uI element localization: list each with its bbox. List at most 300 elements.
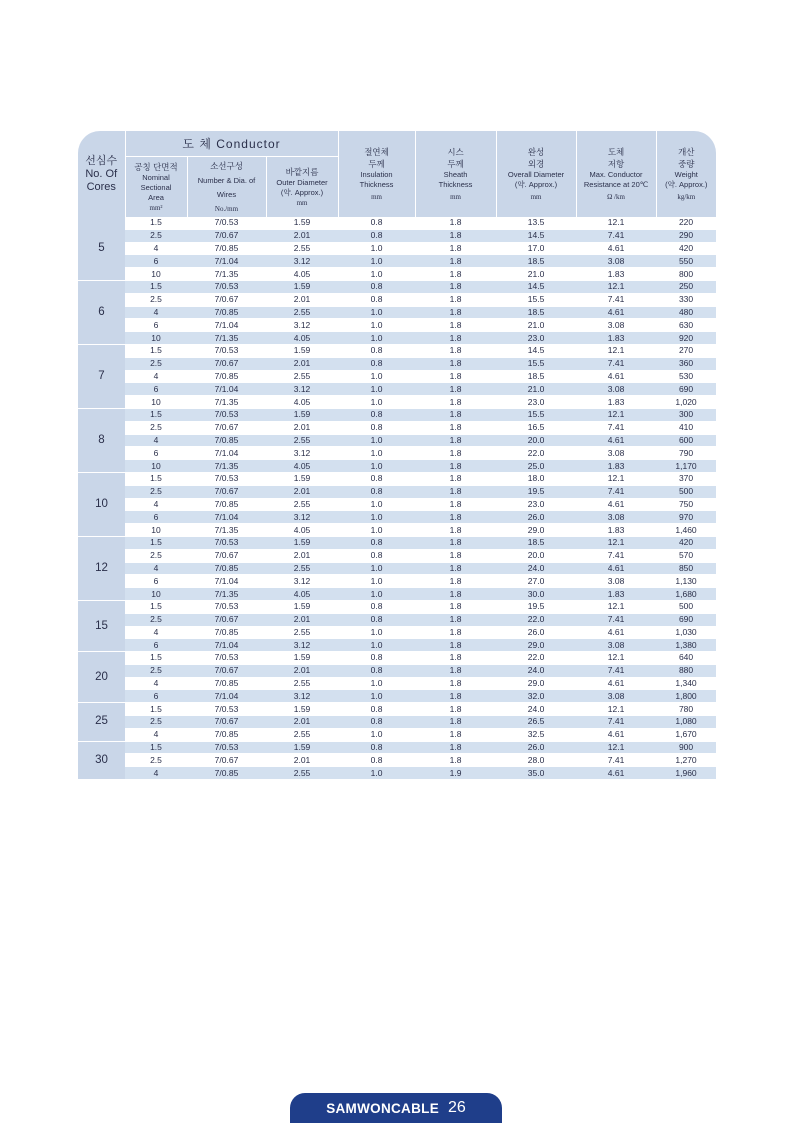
wires-cell: 7/1.04 — [187, 575, 266, 588]
area-cell: 1.5 — [125, 280, 187, 293]
header-sheath — [415, 131, 496, 217]
sheath-cell: 1.8 — [415, 575, 496, 588]
table-row — [78, 511, 716, 524]
outer-diameter-cell: 2.55 — [266, 767, 338, 780]
sheath-cell: 1.8 — [415, 280, 496, 293]
wires-cell: 7/0.67 — [187, 421, 266, 434]
table-row — [78, 626, 716, 639]
resistance-cell: 1.83 — [576, 332, 656, 345]
resistance-cell: 1.83 — [576, 460, 656, 473]
insulation-cell: 0.8 — [338, 716, 415, 729]
overall-diameter-cell: 18.5 — [496, 370, 576, 383]
header-weight-ko2: 중량 — [678, 159, 695, 169]
weight-cell: 970 — [656, 511, 716, 524]
table-row — [78, 306, 716, 319]
area-cell: 2.5 — [125, 421, 187, 434]
table-row — [78, 280, 716, 293]
table-row — [78, 652, 716, 665]
insulation-cell: 1.0 — [338, 728, 415, 741]
wires-cell: 7/0.53 — [187, 280, 266, 293]
wires-cell: 7/0.53 — [187, 344, 266, 357]
overall-diameter-cell: 26.0 — [496, 741, 576, 754]
resistance-cell: 3.08 — [576, 319, 656, 332]
sheath-cell: 1.8 — [415, 229, 496, 242]
insulation-cell: 0.8 — [338, 536, 415, 549]
overall-diameter-cell: 20.0 — [496, 434, 576, 447]
cores-cell: 8 — [78, 408, 125, 472]
resistance-cell: 7.41 — [576, 664, 656, 677]
outer-diameter-cell: 1.59 — [266, 536, 338, 549]
insulation-cell: 1.0 — [338, 562, 415, 575]
resistance-cell: 1.83 — [576, 396, 656, 409]
resistance-cell: 12.1 — [576, 280, 656, 293]
area-cell: 2.5 — [125, 664, 187, 677]
sheath-cell: 1.8 — [415, 498, 496, 511]
insulation-cell: 1.0 — [338, 498, 415, 511]
outer-diameter-cell: 2.01 — [266, 485, 338, 498]
insulation-cell: 0.8 — [338, 280, 415, 293]
area-cell: 1.5 — [125, 217, 187, 229]
sheath-cell: 1.8 — [415, 217, 496, 229]
outer-diameter-cell: 1.59 — [266, 280, 338, 293]
weight-cell: 480 — [656, 306, 716, 319]
insulation-cell: 0.8 — [338, 664, 415, 677]
area-cell: 6 — [125, 575, 187, 588]
outer-diameter-cell: 4.05 — [266, 268, 338, 281]
area-cell: 2.5 — [125, 293, 187, 306]
table-row — [78, 690, 716, 703]
cores-cell: 12 — [78, 536, 125, 600]
table-row — [78, 242, 716, 255]
weight-cell: 1,460 — [656, 524, 716, 537]
outer-diameter-cell: 3.12 — [266, 447, 338, 460]
outer-diameter-cell: 2.01 — [266, 754, 338, 767]
header-overall-ko2: 외경 — [527, 159, 545, 169]
insulation-cell: 0.8 — [338, 652, 415, 665]
weight-cell: 1,960 — [656, 767, 716, 780]
area-cell: 1.5 — [125, 472, 187, 485]
header-weight — [656, 131, 716, 217]
header-resistance-unit: Ω /km — [607, 193, 625, 201]
header-insulation — [338, 131, 415, 217]
header-outer-diameter — [266, 157, 338, 218]
area-cell: 10 — [125, 332, 187, 345]
header-resistance-ko1: 도체 — [607, 147, 625, 157]
outer-diameter-cell: 3.12 — [266, 319, 338, 332]
wires-cell: 7/0.67 — [187, 664, 266, 677]
table-row — [78, 716, 716, 729]
outer-diameter-cell: 2.01 — [266, 716, 338, 729]
weight-cell: 500 — [656, 485, 716, 498]
header-cores — [78, 131, 125, 217]
area-cell: 4 — [125, 767, 187, 780]
resistance-cell: 3.08 — [576, 447, 656, 460]
header-weight-ko1: 개산 — [678, 147, 695, 157]
resistance-cell: 4.61 — [576, 434, 656, 447]
outer-diameter-cell: 1.59 — [266, 217, 338, 229]
table-row — [78, 741, 716, 754]
outer-diameter-cell: 1.59 — [266, 472, 338, 485]
insulation-cell: 0.8 — [338, 549, 415, 562]
sheath-cell: 1.8 — [415, 549, 496, 562]
wires-cell: 7/0.53 — [187, 600, 266, 613]
table-row — [78, 396, 716, 409]
overall-diameter-cell: 29.0 — [496, 677, 576, 690]
outer-diameter-cell: 4.05 — [266, 460, 338, 473]
outer-diameter-cell: 3.12 — [266, 690, 338, 703]
weight-cell: 1,270 — [656, 754, 716, 767]
area-cell: 10 — [125, 588, 187, 601]
overall-diameter-cell: 13.5 — [496, 217, 576, 229]
sheath-cell: 1.8 — [415, 664, 496, 677]
overall-diameter-cell: 20.0 — [496, 549, 576, 562]
overall-diameter-cell: 24.0 — [496, 664, 576, 677]
resistance-cell: 12.1 — [576, 741, 656, 754]
weight-cell: 410 — [656, 421, 716, 434]
wires-cell: 7/0.85 — [187, 370, 266, 383]
insulation-cell: 0.8 — [338, 421, 415, 434]
cores-cell: 5 — [78, 217, 125, 280]
weight-cell: 300 — [656, 408, 716, 421]
outer-diameter-cell: 3.12 — [266, 639, 338, 652]
resistance-cell: 4.61 — [576, 562, 656, 575]
table-row — [78, 383, 716, 396]
weight-cell: 250 — [656, 280, 716, 293]
wires-cell: 7/0.53 — [187, 741, 266, 754]
wires-cell: 7/1.35 — [187, 588, 266, 601]
cores-cell: 25 — [78, 703, 125, 741]
header-resistance-en2: Resistance at 20℃ — [583, 180, 649, 189]
sheath-cell: 1.8 — [415, 600, 496, 613]
header-wires-en: Number & Dia. of Wires — [197, 176, 256, 199]
wires-cell: 7/0.85 — [187, 767, 266, 780]
insulation-cell: 1.0 — [338, 255, 415, 268]
header-sheath-en1: Sheath — [443, 170, 468, 179]
insulation-cell: 1.0 — [338, 767, 415, 780]
wires-cell: 7/1.04 — [187, 690, 266, 703]
wires-cell: 7/0.53 — [187, 472, 266, 485]
weight-cell: 880 — [656, 664, 716, 677]
table-row — [78, 434, 716, 447]
area-cell: 2.5 — [125, 357, 187, 370]
wires-cell: 7/1.04 — [187, 639, 266, 652]
cores-cell: 7 — [78, 344, 125, 408]
area-cell: 2.5 — [125, 485, 187, 498]
resistance-cell: 4.61 — [576, 626, 656, 639]
wires-cell: 7/0.85 — [187, 562, 266, 575]
insulation-cell: 1.0 — [338, 319, 415, 332]
insulation-cell: 0.8 — [338, 741, 415, 754]
wires-cell: 7/1.04 — [187, 447, 266, 460]
outer-diameter-cell: 4.05 — [266, 332, 338, 345]
header-outer-unit: mm — [296, 199, 308, 207]
outer-diameter-cell: 1.59 — [266, 344, 338, 357]
insulation-cell: 0.8 — [338, 229, 415, 242]
sheath-cell: 1.8 — [415, 370, 496, 383]
cores-cell: 30 — [78, 741, 125, 779]
overall-diameter-cell: 26.0 — [496, 626, 576, 639]
table-row — [78, 549, 716, 562]
resistance-cell: 12.1 — [576, 217, 656, 229]
table-header — [78, 131, 716, 217]
resistance-cell: 4.61 — [576, 498, 656, 511]
resistance-cell: 7.41 — [576, 485, 656, 498]
resistance-cell: 12.1 — [576, 703, 656, 716]
overall-diameter-cell: 25.0 — [496, 460, 576, 473]
sheath-cell: 1.8 — [415, 434, 496, 447]
outer-diameter-cell: 1.59 — [266, 703, 338, 716]
sheath-cell: 1.8 — [415, 293, 496, 306]
table-row — [78, 767, 716, 780]
resistance-cell: 7.41 — [576, 754, 656, 767]
wires-cell: 7/1.04 — [187, 319, 266, 332]
overall-diameter-cell: 24.0 — [496, 703, 576, 716]
table-row — [78, 344, 716, 357]
overall-diameter-cell: 26.5 — [496, 716, 576, 729]
weight-cell: 360 — [656, 357, 716, 370]
wires-cell: 7/1.35 — [187, 268, 266, 281]
wires-cell: 7/0.85 — [187, 728, 266, 741]
outer-diameter-cell: 2.01 — [266, 421, 338, 434]
weight-cell: 420 — [656, 242, 716, 255]
sheath-cell: 1.8 — [415, 639, 496, 652]
sheath-cell: 1.8 — [415, 652, 496, 665]
header-overall-unit: mm — [530, 193, 542, 201]
insulation-cell: 1.0 — [338, 447, 415, 460]
area-cell: 6 — [125, 690, 187, 703]
header-sheath-en2: Thickness — [438, 180, 473, 189]
resistance-cell: 7.41 — [576, 357, 656, 370]
sheath-cell: 1.8 — [415, 332, 496, 345]
wires-cell: 7/0.85 — [187, 677, 266, 690]
wires-cell: 7/0.53 — [187, 536, 266, 549]
area-cell: 4 — [125, 498, 187, 511]
resistance-cell: 12.1 — [576, 536, 656, 549]
table-row — [78, 613, 716, 626]
table-row — [78, 229, 716, 242]
wires-cell: 7/0.53 — [187, 408, 266, 421]
insulation-cell: 1.0 — [338, 511, 415, 524]
table-row — [78, 370, 716, 383]
header-insulation-ko1: 절연체 — [364, 147, 389, 157]
area-cell: 1.5 — [125, 344, 187, 357]
outer-diameter-cell: 1.59 — [266, 408, 338, 421]
outer-diameter-cell: 2.01 — [266, 613, 338, 626]
table-row — [78, 460, 716, 473]
weight-cell: 290 — [656, 229, 716, 242]
header-resistance-ko2: 저항 — [607, 159, 625, 169]
header-insulation-unit: mm — [371, 193, 382, 201]
area-cell: 2.5 — [125, 613, 187, 626]
overall-diameter-cell: 21.0 — [496, 383, 576, 396]
sheath-cell: 1.8 — [415, 357, 496, 370]
header-resistance-en1: Max. Conductor — [589, 170, 643, 179]
overall-diameter-cell: 15.5 — [496, 357, 576, 370]
weight-cell: 1,340 — [656, 677, 716, 690]
sheath-cell: 1.8 — [415, 613, 496, 626]
wires-cell: 7/0.67 — [187, 716, 266, 729]
area-cell: 1.5 — [125, 741, 187, 754]
table-row — [78, 677, 716, 690]
overall-diameter-cell: 29.0 — [496, 639, 576, 652]
header-area-en: Nominal Sectional Area — [140, 173, 172, 202]
resistance-cell: 7.41 — [576, 549, 656, 562]
overall-diameter-cell: 16.5 — [496, 421, 576, 434]
header-outer-ko: 바깥지름 — [285, 167, 319, 177]
footer-brand: SAMWONCABLE — [326, 1100, 439, 1116]
header-insulation-ko2: 두께 — [368, 159, 385, 169]
area-cell: 6 — [125, 447, 187, 460]
header-overall-ko1: 완성 — [527, 147, 545, 157]
sheath-cell: 1.8 — [415, 626, 496, 639]
insulation-cell: 1.0 — [338, 332, 415, 345]
table-row — [78, 421, 716, 434]
weight-cell: 1,670 — [656, 728, 716, 741]
area-cell: 4 — [125, 626, 187, 639]
header-wires — [187, 157, 266, 218]
sheath-cell: 1.8 — [415, 754, 496, 767]
insulation-cell: 0.8 — [338, 485, 415, 498]
weight-cell: 640 — [656, 652, 716, 665]
sheath-cell: 1.8 — [415, 703, 496, 716]
table-row — [78, 639, 716, 652]
resistance-cell: 3.08 — [576, 690, 656, 703]
sheath-cell: 1.8 — [415, 268, 496, 281]
insulation-cell: 1.0 — [338, 460, 415, 473]
footer-tab — [290, 1093, 502, 1123]
area-cell: 6 — [125, 639, 187, 652]
sheath-cell: 1.8 — [415, 562, 496, 575]
sheath-cell: 1.8 — [415, 511, 496, 524]
table-row — [78, 472, 716, 485]
insulation-cell: 0.8 — [338, 408, 415, 421]
sheath-cell: 1.8 — [415, 524, 496, 537]
outer-diameter-cell: 2.01 — [266, 293, 338, 306]
weight-cell: 1,170 — [656, 460, 716, 473]
resistance-cell: 4.61 — [576, 370, 656, 383]
header-insulation-en1: Insulation — [360, 170, 393, 179]
insulation-cell: 0.8 — [338, 703, 415, 716]
header-wires-ko: 소선구성 — [210, 161, 243, 171]
sheath-cell: 1.8 — [415, 741, 496, 754]
insulation-cell: 0.8 — [338, 600, 415, 613]
resistance-cell: 1.83 — [576, 588, 656, 601]
area-cell: 4 — [125, 562, 187, 575]
header-area-unit: mm² — [149, 204, 163, 212]
overall-diameter-cell: 28.0 — [496, 754, 576, 767]
overall-diameter-cell: 17.0 — [496, 242, 576, 255]
resistance-cell: 12.1 — [576, 600, 656, 613]
area-cell: 6 — [125, 319, 187, 332]
outer-diameter-cell: 4.05 — [266, 588, 338, 601]
overall-diameter-cell: 18.5 — [496, 306, 576, 319]
sheath-cell: 1.8 — [415, 472, 496, 485]
outer-diameter-cell: 4.05 — [266, 524, 338, 537]
weight-cell: 550 — [656, 255, 716, 268]
outer-diameter-cell: 2.55 — [266, 370, 338, 383]
wires-cell: 7/1.35 — [187, 460, 266, 473]
insulation-cell: 1.0 — [338, 690, 415, 703]
area-cell: 4 — [125, 306, 187, 319]
overall-diameter-cell: 15.5 — [496, 293, 576, 306]
weight-cell: 600 — [656, 434, 716, 447]
table-row — [78, 562, 716, 575]
resistance-cell: 12.1 — [576, 652, 656, 665]
table-row — [78, 498, 716, 511]
wires-cell: 7/0.85 — [187, 626, 266, 639]
table-row — [78, 332, 716, 345]
sheath-cell: 1.8 — [415, 690, 496, 703]
table-row — [78, 728, 716, 741]
weight-cell: 850 — [656, 562, 716, 575]
cable-spec-table — [78, 131, 716, 780]
overall-diameter-cell: 21.0 — [496, 319, 576, 332]
resistance-cell: 7.41 — [576, 421, 656, 434]
weight-cell: 690 — [656, 613, 716, 626]
sheath-cell: 1.8 — [415, 396, 496, 409]
wires-cell: 7/0.53 — [187, 652, 266, 665]
overall-diameter-cell: 26.0 — [496, 511, 576, 524]
weight-cell: 1,030 — [656, 626, 716, 639]
resistance-cell: 1.83 — [576, 268, 656, 281]
table-row — [78, 600, 716, 613]
wires-cell: 7/0.67 — [187, 357, 266, 370]
header-weight-en2: (약. Approx.) — [665, 180, 708, 189]
outer-diameter-cell: 3.12 — [266, 575, 338, 588]
insulation-cell: 0.8 — [338, 613, 415, 626]
overall-diameter-cell: 29.0 — [496, 524, 576, 537]
weight-cell: 570 — [656, 549, 716, 562]
area-cell: 1.5 — [125, 703, 187, 716]
sheath-cell: 1.8 — [415, 588, 496, 601]
resistance-cell: 4.61 — [576, 306, 656, 319]
overall-diameter-cell: 14.5 — [496, 280, 576, 293]
area-cell: 4 — [125, 677, 187, 690]
table-row — [78, 524, 716, 537]
header-insulation-en2: Thickness — [359, 180, 394, 189]
resistance-cell: 7.41 — [576, 229, 656, 242]
outer-diameter-cell: 2.55 — [266, 728, 338, 741]
resistance-cell: 3.08 — [576, 511, 656, 524]
table-row — [78, 447, 716, 460]
wires-cell: 7/0.67 — [187, 293, 266, 306]
resistance-cell: 12.1 — [576, 344, 656, 357]
weight-cell: 370 — [656, 472, 716, 485]
wires-cell: 7/0.67 — [187, 549, 266, 562]
insulation-cell: 1.0 — [338, 306, 415, 319]
outer-diameter-cell: 2.01 — [266, 229, 338, 242]
cable-spec-table-container — [78, 131, 716, 780]
weight-cell: 900 — [656, 741, 716, 754]
table-row — [78, 588, 716, 601]
outer-diameter-cell: 2.01 — [266, 549, 338, 562]
overall-diameter-cell: 23.0 — [496, 332, 576, 345]
insulation-cell: 0.8 — [338, 217, 415, 229]
resistance-cell: 3.08 — [576, 255, 656, 268]
outer-diameter-cell: 3.12 — [266, 255, 338, 268]
insulation-cell: 1.0 — [338, 242, 415, 255]
area-cell: 2.5 — [125, 229, 187, 242]
table-row — [78, 255, 716, 268]
wires-cell: 7/0.67 — [187, 754, 266, 767]
insulation-cell: 1.0 — [338, 434, 415, 447]
overall-diameter-cell: 32.5 — [496, 728, 576, 741]
area-cell: 1.5 — [125, 408, 187, 421]
area-cell: 4 — [125, 728, 187, 741]
overall-diameter-cell: 27.0 — [496, 575, 576, 588]
resistance-cell: 1.83 — [576, 524, 656, 537]
overall-diameter-cell: 18.5 — [496, 536, 576, 549]
